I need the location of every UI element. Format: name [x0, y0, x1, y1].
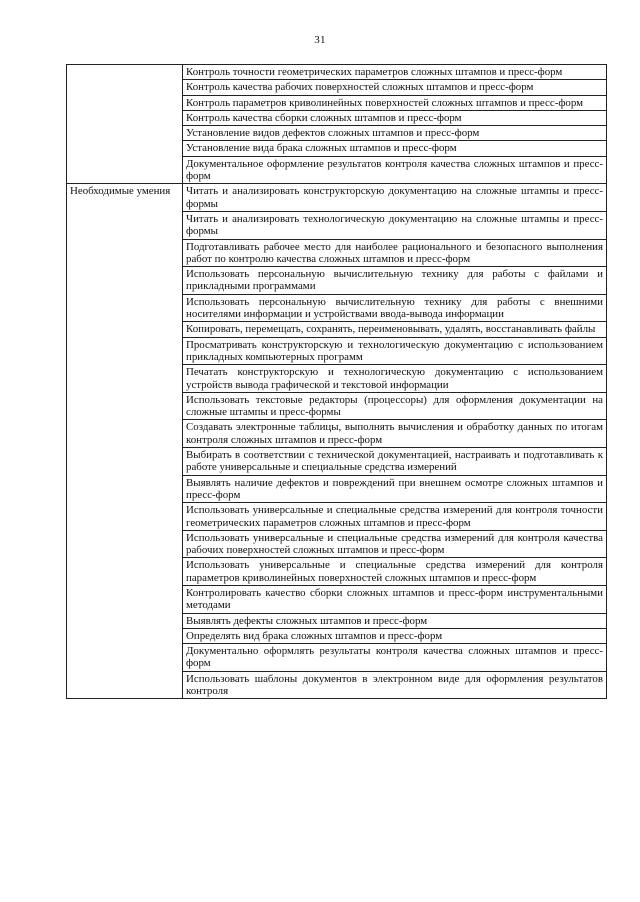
table-cell: Копировать, перемещать, сохранять, переименовывать, удалять, восстанавливать файлы — [183, 322, 607, 337]
table-cell: Просматривать конструкторскую и технологическую документацию с использованием прикладных компьютерных программ — [183, 337, 607, 365]
table-cell: Использовать шаблоны документов в электронном виде для оформления результатов контроля — [183, 671, 607, 699]
table-cell: Контроль параметров криволинейных поверхностей сложных штампов и пресс-форм — [183, 95, 607, 110]
table-cell: Контроль точности геометрических параметров сложных штампов и пресс-форм — [183, 65, 607, 80]
table-cell: Контроль качества сборки сложных штампов и пресс-форм — [183, 110, 607, 125]
table-cell: Читать и анализировать технологическую документацию на сложные штампы и пресс-формы — [183, 211, 607, 239]
requirements-table — [66, 64, 607, 699]
table-cell: Использовать персональную вычислительную технику для работы с файлами и прикладными программами — [183, 267, 607, 295]
table-row — [67, 184, 607, 212]
table-cell: Установление видов дефектов сложных штампов и пресс-форм — [183, 126, 607, 141]
table-cell: Читать и анализировать конструкторскую документацию на сложные штампы и пресс-формы — [183, 184, 607, 212]
table-cell: Выявлять наличие дефектов и повреждений при внешнем осмотре сложных штампов и пресс-форм — [183, 475, 607, 503]
table-cell: Печатать конструкторскую и технологическую документацию с использованием устройств вывода графической и текстовой информации — [183, 365, 607, 393]
table-cell: Контролировать качество сборки сложных штампов и пресс-форм инструментальными методами — [183, 585, 607, 613]
table-cell: Документальное оформление результатов контроля качества сложных штампов и пресс-форм — [183, 156, 607, 184]
table-cell: Документально оформлять результаты контроля качества сложных штампов и пресс-форм — [183, 644, 607, 672]
table-cell: Использовать универсальные и специальные средства измерений для контроля параметров криволинейных поверхностей сложных штампов и пресс-форм — [183, 558, 607, 586]
skills-label: Необходимые умения — [67, 184, 183, 699]
table-cell: Использовать универсальные и специальные средства измерений для контроля точности геометрических параметров сложных штампов и пресс-форм — [183, 503, 607, 531]
table-cell: Использовать текстовые редакторы (процессоры) для оформления документации на сложные штампы и пресс-формы — [183, 392, 607, 420]
table-cell: Контроль качества рабочих поверхностей сложных штампов и пресс-форм — [183, 80, 607, 95]
table-cell: Использовать персональную вычислительную технику для работы с внешними носителями информации и устройствами ввода-вывода информации — [183, 294, 607, 322]
table-cell: Установление вида брака сложных штампов и пресс-форм — [183, 141, 607, 156]
page-number: 31 — [314, 34, 326, 46]
table-cell: Создавать электронные таблицы, выполнять вычисления и обработку данных по итогам контроля сложных штампов и пресс-форм — [183, 420, 607, 448]
table-cell: Выявлять дефекты сложных штампов и пресс-форм — [183, 613, 607, 628]
table-row — [67, 65, 607, 80]
table-cell: Определять вид брака сложных штампов и пресс-форм — [183, 628, 607, 643]
table-cell: Подготавливать рабочее место для наиболее рационального и безопасного выполнения работ по контролю качества сложных штампов и пресс-форм — [183, 239, 607, 267]
table-cell: Выбирать в соответствии с технической документацией, настраивать и подготавливать к работе универсальные и специальные средства измерений — [183, 448, 607, 476]
continuation-label-cell — [67, 65, 183, 184]
table-cell: Использовать универсальные и специальные средства измерений для контроля качества рабочих поверхностей сложных штампов и пресс-форм — [183, 530, 607, 558]
